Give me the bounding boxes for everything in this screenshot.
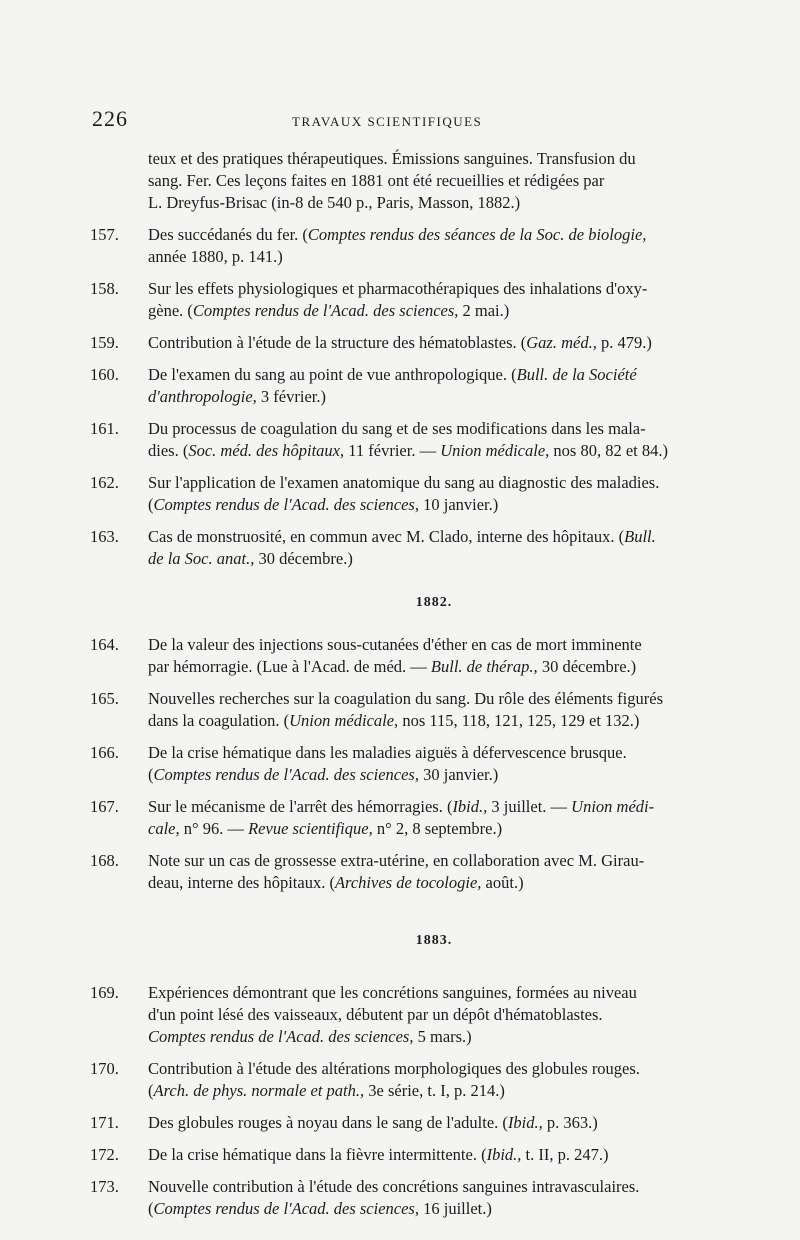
entry-line [148, 440, 738, 462]
year-heading-1883: 1883. [415, 933, 453, 948]
entry-text: 30 décembre.) [537, 657, 637, 676]
intro-line: teux et des pratiques thérapeutiques. Émissions sanguines. Transfusion du [148, 149, 636, 168]
entry-text: 2 mai.) [458, 301, 510, 320]
page-body [90, 148, 738, 1220]
citation-title: Bull. de thérap., [430, 657, 538, 676]
citation-title: Union médicale, [289, 711, 399, 730]
entry-number: 171. [90, 1113, 119, 1132]
entry-number: 158. [90, 279, 119, 298]
bibliography-entry [90, 796, 738, 840]
entry-text: Sur l'application de l'examen anatomique du sang au diagnostic des maladies. [148, 473, 660, 492]
intro-line: sang. Fer. Ces leçons faites en 1881 ont été recueillies et rédigées par [148, 171, 605, 190]
bibliography-entry [90, 278, 738, 322]
citation-title: Comptes rendus de l'Acad. des sciences, [153, 1199, 419, 1218]
entry-text: 3 février.) [256, 387, 326, 406]
entry-line [148, 526, 738, 548]
entry-text: ( [148, 765, 154, 784]
citation-title: Bull. de la Société [516, 365, 637, 384]
entries-1883 [90, 982, 738, 1220]
entry-line [148, 742, 738, 764]
entry-line [148, 224, 738, 246]
entry-line [148, 1026, 738, 1048]
entry-line [148, 1004, 738, 1026]
citation-title: Bull. [624, 527, 656, 546]
entry-line [148, 1080, 738, 1102]
entry-text: Contribution à l'étude de la structure des hématoblastes. ( [148, 333, 527, 352]
citation-title: Gaz. méd., [526, 333, 597, 352]
citation-title: Comptes rendus de l'Acad. des sciences, [153, 495, 419, 514]
entry-number: 173. [90, 1177, 119, 1196]
entry-number: 165. [90, 689, 119, 708]
entry-line [148, 1112, 738, 1134]
bibliography-entry [90, 332, 738, 354]
entry-line [148, 656, 738, 678]
bibliography-entry [90, 982, 738, 1048]
entry-text: n° 2, 8 septembre.) [372, 819, 503, 838]
bibliography-entry [90, 1112, 738, 1134]
entry-line [148, 364, 738, 386]
citation-title: Soc. méd. des hôpitaux, [188, 441, 345, 460]
entry-text: ( [148, 1199, 154, 1218]
entry-line [148, 1058, 738, 1080]
citation-title: Arch. de phys. normale et path., [153, 1081, 365, 1100]
entry-text: Expériences démontrant que les concrétions sanguines, formées au niveau [148, 983, 637, 1002]
entry-number: 167. [90, 797, 119, 816]
intro-paragraph [148, 148, 738, 214]
entry-line [148, 246, 738, 268]
bibliography-entry [90, 472, 738, 516]
entry-number: 162. [90, 473, 119, 492]
entry-text: p. 479.) [596, 333, 652, 352]
entry-text: ( [148, 1081, 154, 1100]
entry-text: Contribution à l'étude des altérations morphologiques des globules rouges. [148, 1059, 640, 1078]
entry-text: année 1880, p. 141.) [148, 247, 283, 266]
entry-text: 5 mars.) [413, 1027, 472, 1046]
entry-text: gène. ( [148, 301, 193, 320]
entry-text: d'un point lésé des vaisseaux, débutent par un dépôt d'hématoblastes. [148, 1005, 603, 1024]
entry-line [148, 386, 738, 408]
citation-title: Union médicale, [440, 441, 550, 460]
entry-text: Note sur un cas de grossesse extra-utérine, en collaboration avec M. Girau- [148, 851, 645, 870]
entry-text: nos 115, 118, 121, 125, 129 et 132.) [398, 711, 640, 730]
citation-title: Comptes rendus de l'Acad. des sciences, [192, 301, 459, 320]
entry-number: 170. [90, 1059, 119, 1078]
entry-text: t. II, p. 247.) [521, 1145, 609, 1164]
citation-title: de la Soc. anat., [148, 549, 255, 568]
entry-line [148, 818, 738, 840]
bibliography-entry [90, 1176, 738, 1220]
entry-number: 169. [90, 983, 119, 1002]
entry-number: 172. [90, 1145, 119, 1164]
entry-line [148, 688, 738, 710]
entry-text: Sur les effets physiologiques et pharmacothérapiques des inhalations d'oxy- [148, 279, 648, 298]
bibliography-entry [90, 634, 738, 678]
entry-text: deau, interne des hôpitaux. ( [148, 873, 335, 892]
entry-line [148, 1144, 738, 1166]
entry-line [148, 850, 738, 872]
entry-text: Sur le mécanisme de l'arrêt des hémorragies. ( [148, 797, 453, 816]
citation-title: Comptes rendus des séances de la Soc. de biologie, [307, 225, 647, 244]
entry-line [148, 494, 738, 516]
entry-line [148, 300, 738, 322]
entry-text: Cas de monstruosité, en commun avec M. Clado, interne des hôpitaux. ( [148, 527, 625, 546]
citation-title: Archives de tocologie, [334, 873, 482, 892]
entry-text: Nouvelle contribution à l'étude des concrétions sanguines intravasculaires. [148, 1177, 640, 1196]
entry-line [148, 764, 738, 786]
citation-title: Ibid., [507, 1113, 543, 1132]
entry-number: 168. [90, 851, 119, 870]
citation-title: Union médi- [571, 797, 655, 816]
entry-number: 161. [90, 419, 119, 438]
bibliography-entry [90, 1058, 738, 1102]
entry-text: De la valeur des injections sous-cutanées d'éther en cas de mort imminente [148, 635, 642, 654]
citation-title: Ibid., [486, 1145, 522, 1164]
bibliography-entry [90, 526, 738, 570]
entry-number: 157. [90, 225, 119, 244]
entry-number: 164. [90, 635, 119, 654]
year-heading-1882: 1882. [415, 595, 453, 610]
entry-line [148, 710, 738, 732]
entry-text: p. 363.) [542, 1113, 598, 1132]
bibliography-entry [90, 850, 738, 894]
entry-text: ( [148, 495, 154, 514]
entry-line [148, 278, 738, 300]
entry-text: 30 janvier.) [418, 765, 499, 784]
entry-line [148, 418, 738, 440]
intro-line: L. Dreyfus-Brisac (in-8 de 540 p., Paris, Masson, 1882.) [148, 193, 521, 212]
entry-number: 160. [90, 365, 119, 384]
citation-title: Revue scientifique, [248, 819, 373, 838]
bibliography-entry [90, 418, 738, 462]
bibliography-entry [90, 224, 738, 268]
entry-text: Nouvelles recherches sur la coagulation du sang. Du rôle des éléments figurés [148, 689, 663, 708]
entry-text: août.) [481, 873, 524, 892]
entry-line [148, 472, 738, 494]
entry-number: 166. [90, 743, 119, 762]
entry-text: 10 janvier.) [418, 495, 499, 514]
entry-text: 30 décembre.) [254, 549, 353, 568]
entry-line [148, 982, 738, 1004]
entry-text: Du processus de coagulation du sang et de ses modifications dans les mala- [148, 419, 646, 438]
bibliography-entry [90, 742, 738, 786]
entry-text: Des globules rouges à noyau dans le sang de l'adulte. ( [148, 1113, 508, 1132]
entry-text: nos 80, 82 et 84.) [549, 441, 668, 460]
page-header [92, 106, 732, 136]
entry-line [148, 872, 738, 894]
entry-text: De la crise hématique dans la fièvre intermittente. ( [148, 1145, 487, 1164]
citation-title: Ibid., [452, 797, 488, 816]
entry-text: Des succédanés du fer. ( [148, 225, 308, 244]
running-title: TRAVAUX SCIENTIFIQUES [292, 114, 483, 129]
entry-line [148, 548, 738, 570]
entry-line [148, 332, 738, 354]
entry-text: 3e série, t. I, p. 214.) [364, 1081, 505, 1100]
entry-text: n° 96. — [179, 819, 249, 838]
entry-text: par hémorragie. (Lue à l'Acad. de méd. — [148, 657, 431, 676]
page-number: 226 [92, 106, 128, 131]
entry-line [148, 634, 738, 656]
bibliography-entry [90, 1144, 738, 1166]
entry-text: De la crise hématique dans les maladies aiguës à défervescence brusque. [148, 743, 627, 762]
citation-title: Comptes rendus de l'Acad. des sciences, [153, 765, 419, 784]
bibliography-entry [90, 688, 738, 732]
entry-number: 159. [90, 333, 119, 352]
entries-1881 [90, 224, 738, 570]
entry-text: dans la coagulation. ( [148, 711, 290, 730]
entry-number: 163. [90, 527, 119, 546]
entry-line [148, 1198, 738, 1220]
entry-line [148, 1176, 738, 1198]
entry-text: 16 juillet.) [418, 1199, 492, 1218]
citation-title: d'anthropologie, [148, 387, 257, 406]
entries-1882 [90, 634, 738, 894]
entry-text: 11 février. — [344, 441, 441, 460]
entry-text: dies. ( [148, 441, 189, 460]
entry-text: 3 juillet. — [487, 797, 572, 816]
entry-line [148, 796, 738, 818]
entry-text: De l'examen du sang au point de vue anthropologique. ( [148, 365, 517, 384]
citation-title: cale, [148, 819, 180, 838]
citation-title: Comptes rendus de l'Acad. des sciences, [148, 1027, 414, 1046]
bibliography-entry [90, 364, 738, 408]
